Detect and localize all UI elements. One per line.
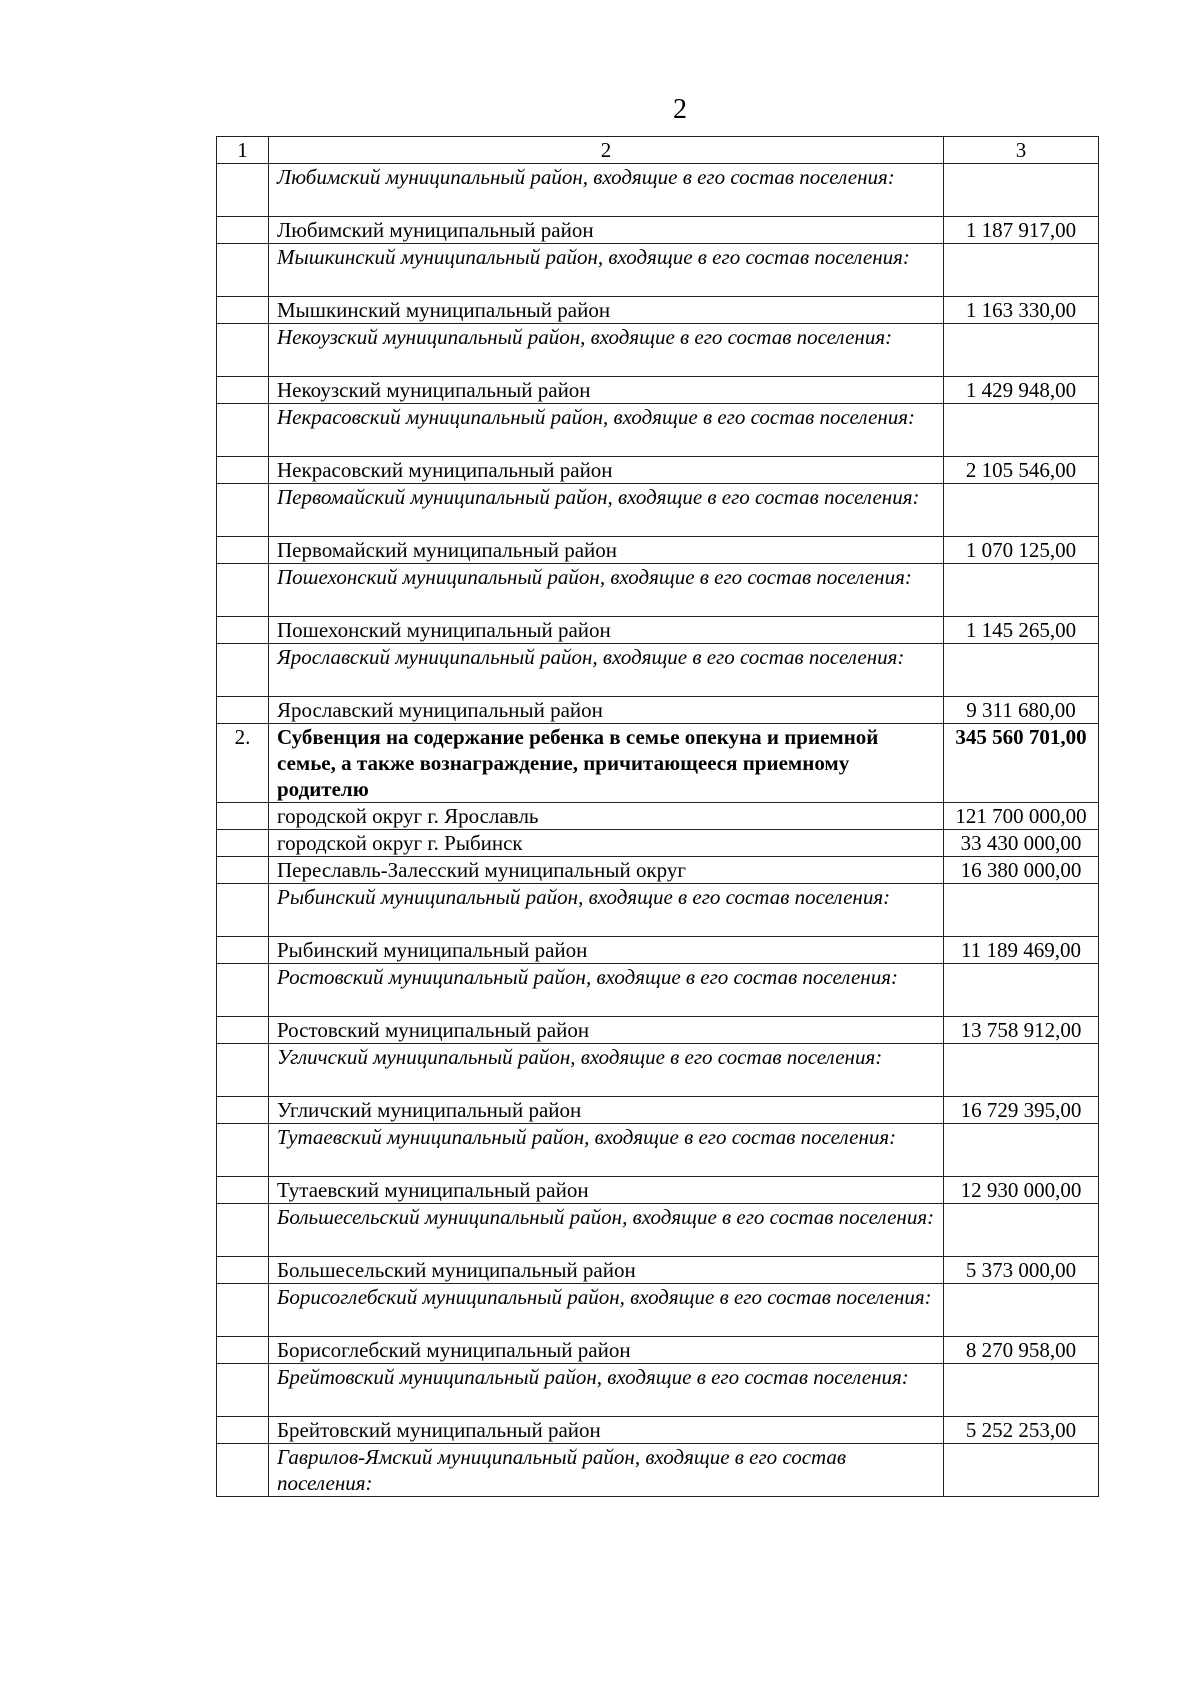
row-number-cell [217,1017,269,1044]
group-heading-row [217,1444,1099,1497]
group-heading-row [217,404,1099,457]
district-group-label: Гаврилов-Ямский муниципальный район, входящие в его состав поселения: [269,1444,944,1497]
table-row [217,1257,1099,1284]
table-row [217,297,1099,324]
group-heading-row [217,1124,1099,1177]
row-number-cell [217,644,269,697]
group-heading-row [217,244,1099,297]
district-group-label: Мышкинский муниципальный район, входящие в его состав поселения: [269,244,944,297]
recipient-name-cell: Мышкинский муниципальный район [269,297,944,324]
amount-cell: 1 163 330,00 [944,297,1099,324]
table-row [217,377,1099,404]
recipient-name-cell: Некрасовский муниципальный район [269,457,944,484]
header-cell-amount: 3 [944,137,1099,164]
amount-cell [944,1044,1099,1097]
amount-cell [944,1284,1099,1337]
table-row [217,1417,1099,1444]
amount-cell: 33 430 000,00 [944,830,1099,857]
header-cell-name: 2 [269,137,944,164]
row-number-cell [217,484,269,537]
row-number-cell [217,244,269,297]
row-number-cell [217,1204,269,1257]
row-number-cell [217,164,269,217]
group-heading-row [217,644,1099,697]
row-number-cell [217,457,269,484]
amount-cell [944,244,1099,297]
table-row [217,830,1099,857]
recipient-name-cell: Брейтовский муниципальный район [269,1417,944,1444]
group-heading-row [217,484,1099,537]
table-body [217,137,1099,1497]
row-number-cell [217,830,269,857]
row-number-cell [217,884,269,937]
table-row [217,1177,1099,1204]
row-number-cell [217,857,269,884]
recipient-name-cell: Первомайский муниципальный район [269,537,944,564]
amount-cell: 16 380 000,00 [944,857,1099,884]
district-group-label: Некоузский муниципальный район, входящие в его состав поселения: [269,324,944,377]
row-number-cell: 2. [217,724,269,803]
recipient-name-cell: Любимский муниципальный район [269,217,944,244]
row-number-cell [217,1364,269,1417]
row-number-cell [217,1417,269,1444]
group-heading-row [217,884,1099,937]
table-row [217,217,1099,244]
recipient-name-cell: Борисоглебский муниципальный район [269,1337,944,1364]
table-row [217,1017,1099,1044]
recipient-name-cell: Рыбинский муниципальный район [269,937,944,964]
district-group-label: Большесельский муниципальный район, входящие в его состав поселения: [269,1204,944,1257]
table-row [217,457,1099,484]
amount-cell: 1 070 125,00 [944,537,1099,564]
district-group-label: Брейтовский муниципальный район, входящие в его состав поселения: [269,1364,944,1417]
district-group-label: Пошехонский муниципальный район, входящие в его состав поселения: [269,564,944,617]
row-number-cell [217,297,269,324]
subvention-table [216,136,1099,1497]
amount-cell [944,644,1099,697]
amount-cell [944,1204,1099,1257]
amount-cell: 345 560 701,00 [944,724,1099,803]
recipient-name-cell: Переславль-Залесский муниципальный округ [269,857,944,884]
recipient-name-cell: Ростовский муниципальный район [269,1017,944,1044]
recipient-name-cell: городской округ г. Ярославль [269,803,944,830]
table-row [217,857,1099,884]
row-number-cell [217,1284,269,1337]
table-row [217,1337,1099,1364]
row-number-cell [217,537,269,564]
table-row [217,697,1099,724]
amount-cell [944,1364,1099,1417]
recipient-name-cell: Субвенция на содержание ребенка в семье опекуна и приемной семье, а также вознаграждение, причитающееся приемному родителю [269,724,944,803]
row-number-cell [217,1444,269,1497]
district-group-label: Любимский муниципальный район, входящие в его состав поселения: [269,164,944,217]
group-heading-row [217,164,1099,217]
amount-cell: 121 700 000,00 [944,803,1099,830]
group-heading-row [217,1364,1099,1417]
table-header-row [217,137,1099,164]
amount-cell [944,1124,1099,1177]
group-heading-row [217,324,1099,377]
row-number-cell [217,803,269,830]
row-number-cell [217,964,269,1017]
row-number-cell [217,617,269,644]
amount-cell: 16 729 395,00 [944,1097,1099,1124]
district-group-label: Некрасовский муниципальный район, входящие в его состав поселения: [269,404,944,457]
amount-cell: 9 311 680,00 [944,697,1099,724]
district-group-label: Борисоглебский муниципальный район, входящие в его состав поселения: [269,1284,944,1337]
row-number-cell [217,564,269,617]
group-heading-row [217,1204,1099,1257]
row-number-cell [217,1097,269,1124]
recipient-name-cell: Некоузский муниципальный район [269,377,944,404]
district-group-label: Рыбинский муниципальный район, входящие в его состав поселения: [269,884,944,937]
row-number-cell [217,404,269,457]
amount-cell: 5 252 253,00 [944,1417,1099,1444]
group-heading-row [217,1284,1099,1337]
row-number-cell [217,697,269,724]
recipient-name-cell: Ярославский муниципальный район [269,697,944,724]
recipient-name-cell: Тутаевский муниципальный район [269,1177,944,1204]
row-number-cell [217,1177,269,1204]
amount-cell: 8 270 958,00 [944,1337,1099,1364]
page-number: 2 [673,94,687,125]
group-heading-row [217,564,1099,617]
amount-cell [944,404,1099,457]
district-group-label: Тутаевский муниципальный район, входящие в его состав поселения: [269,1124,944,1177]
amount-cell: 11 189 469,00 [944,937,1099,964]
row-number-cell [217,377,269,404]
header-cell-number: 1 [217,137,269,164]
amount-cell [944,484,1099,537]
amount-cell: 1 429 948,00 [944,377,1099,404]
amount-cell: 12 930 000,00 [944,1177,1099,1204]
group-heading-row [217,1044,1099,1097]
row-number-cell [217,1044,269,1097]
section-row [217,724,1099,803]
recipient-name-cell: Пошехонский муниципальный район [269,617,944,644]
row-number-cell [217,1124,269,1177]
amount-cell [944,964,1099,1017]
district-group-label: Угличский муниципальный район, входящие в его состав поселения: [269,1044,944,1097]
amount-cell [944,884,1099,937]
table-row [217,537,1099,564]
recipient-name-cell: городской округ г. Рыбинск [269,830,944,857]
row-number-cell [217,1257,269,1284]
district-group-label: Первомайский муниципальный район, входящие в его состав поселения: [269,484,944,537]
recipient-name-cell: Большесельский муниципальный район [269,1257,944,1284]
amount-cell: 5 373 000,00 [944,1257,1099,1284]
table-row [217,617,1099,644]
district-group-label: Ростовский муниципальный район, входящие в его состав поселения: [269,964,944,1017]
amount-cell [944,1444,1099,1497]
row-number-cell [217,217,269,244]
table-row [217,803,1099,830]
row-number-cell [217,1337,269,1364]
table-row [217,1097,1099,1124]
amount-cell [944,324,1099,377]
amount-cell: 1 145 265,00 [944,617,1099,644]
amount-cell: 1 187 917,00 [944,217,1099,244]
row-number-cell [217,937,269,964]
row-number-cell [217,324,269,377]
amount-cell: 2 105 546,00 [944,457,1099,484]
group-heading-row [217,964,1099,1017]
table-row [217,937,1099,964]
amount-cell: 13 758 912,00 [944,1017,1099,1044]
district-group-label: Ярославский муниципальный район, входящие в его состав поселения: [269,644,944,697]
amount-cell [944,164,1099,217]
recipient-name-cell: Угличский муниципальный район [269,1097,944,1124]
amount-cell [944,564,1099,617]
